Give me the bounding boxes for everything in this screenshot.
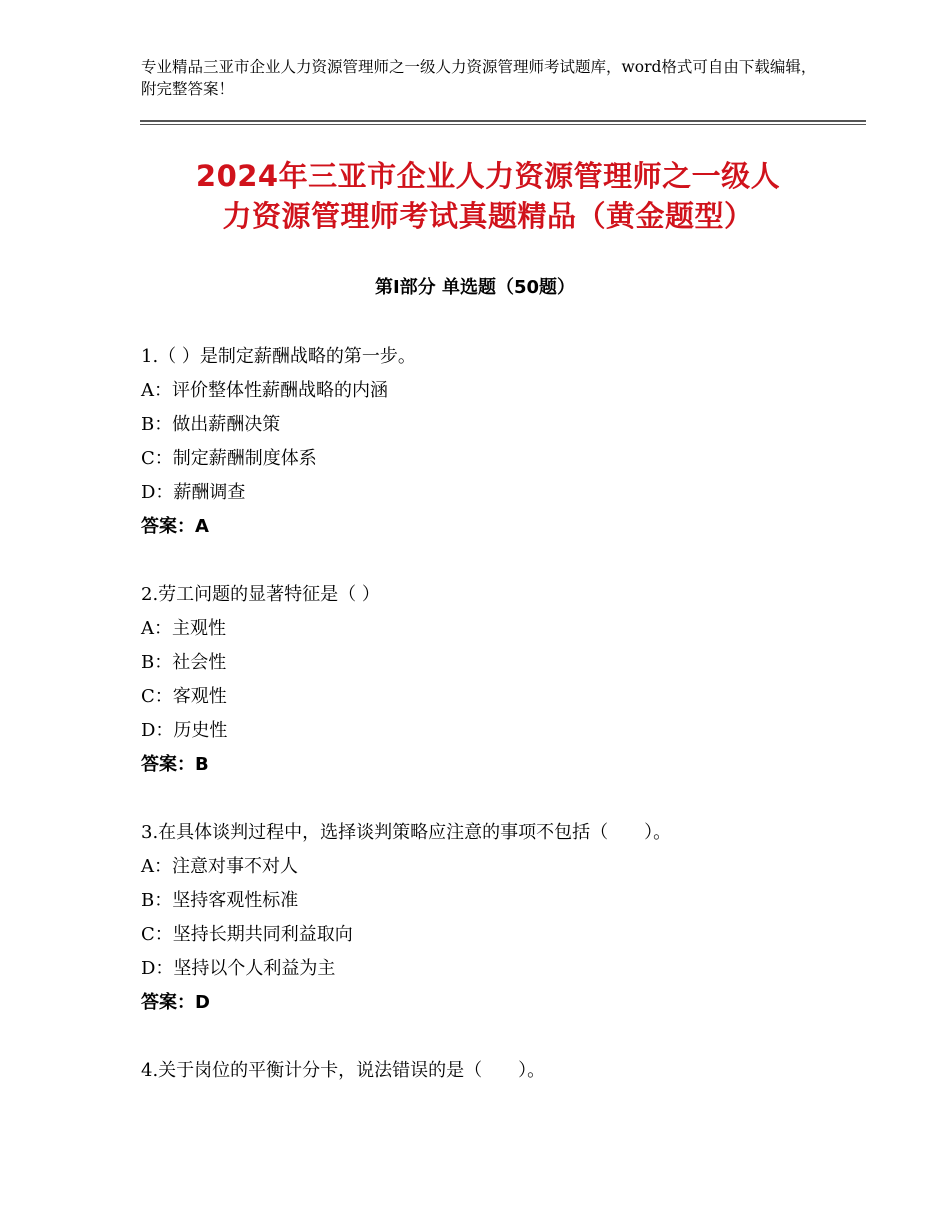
section-heading: 第Ⅰ部分 单选题（50题） [374, 277, 575, 298]
option-a: A：评价整体性薪酬战略的内涵 [141, 380, 388, 401]
option-d: D：坚持以个人利益为主 [141, 958, 336, 979]
question-4 [141, 1054, 841, 1088]
document-title [143, 156, 833, 236]
question-stem: 1.（ ）是制定薪酬战略的第一步。 [141, 346, 416, 367]
answer: 答案：D [141, 992, 210, 1013]
title-line-1: 2024年三亚市企业人力资源管理师之一级人 [195, 159, 781, 193]
question-1 [141, 340, 841, 544]
option-b: B：坚持客观性标准 [141, 890, 299, 911]
answer: 答案：A [141, 516, 209, 537]
option-d: D：历史性 [141, 720, 228, 741]
option-c: C：客观性 [141, 686, 227, 707]
option-b: B：社会性 [141, 652, 227, 673]
question-2 [141, 578, 841, 782]
question-stem: 2.劳工问题的显著特征是（ ） [141, 584, 380, 605]
option-b: B：做出薪酬决策 [141, 414, 281, 435]
option-a: A：主观性 [141, 618, 226, 639]
option-c: C：制定薪酬制度体系 [141, 448, 317, 469]
question-3 [141, 816, 841, 1020]
header-rule-thin [140, 124, 866, 125]
option-a: A：注意对事不对人 [141, 856, 298, 877]
option-d: D：薪酬调查 [141, 482, 246, 503]
title-line-2: 力资源管理师考试真题精品（黄金题型） [222, 199, 754, 233]
header-rule-thick [140, 120, 866, 122]
header-note: 专业精品三亚市企业人力资源管理师之一级人力资源管理师考试题库，word格式可自由下载编辑，附完整答案！ [141, 58, 817, 98]
option-c: C：坚持长期共同利益取向 [141, 924, 353, 945]
question-stem: 4.关于岗位的平衡计分卡，说法错误的是（ ）。 [141, 1060, 546, 1081]
question-stem: 3.在具体谈判过程中，选择谈判策略应注意的事项不包括（ ）。 [141, 822, 672, 843]
answer: 答案：B [141, 754, 209, 775]
question-list [141, 340, 841, 1122]
